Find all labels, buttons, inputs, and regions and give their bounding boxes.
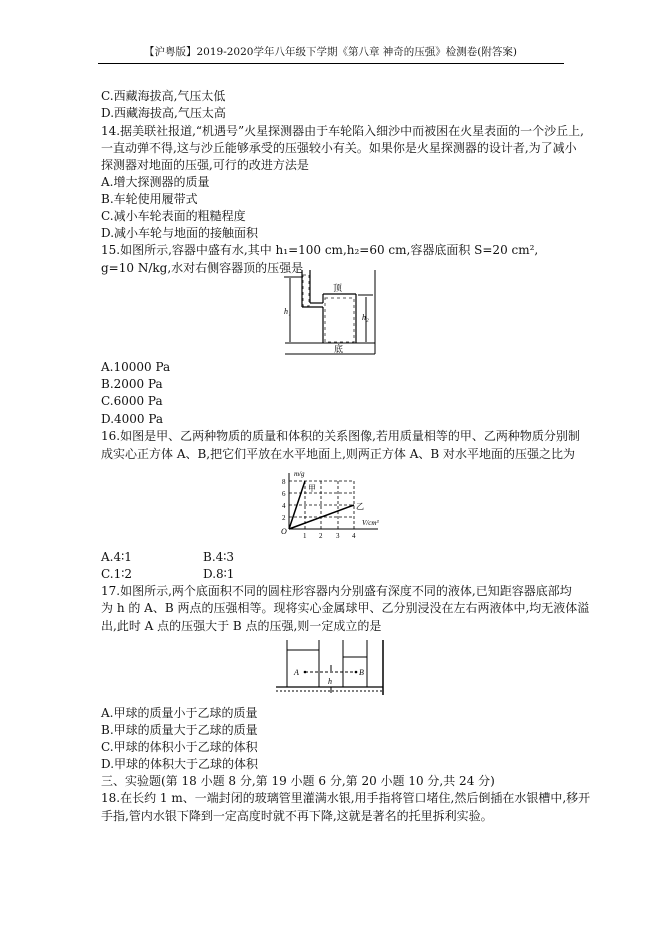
option-a-17: A.甲球的质量小于乙球的质量 bbox=[101, 706, 258, 720]
question-17: 17.如图所示,两个底面积不同的圆柱形容器内分别盛有深度不同的液体,已知距容器底部均 bbox=[101, 584, 572, 598]
label-h1: h₁ bbox=[284, 307, 291, 316]
option-b-17: B.甲球的质量大于乙球的质量 bbox=[101, 723, 258, 737]
figure-15-container bbox=[270, 270, 390, 365]
question-14-line2: 一直动弹不得,这与沙丘能够承受的压强较小有关。如果你是火星探测器的设计者,为了减小 bbox=[101, 141, 577, 155]
x-tick: 3 bbox=[336, 532, 340, 540]
x-axis-label: V/cm³ bbox=[362, 519, 379, 527]
option-c-13: C.西藏海拔高,气压太低 bbox=[101, 89, 226, 103]
option-a-16: A.4∶1 bbox=[101, 550, 132, 564]
section-heading-experiments: 三、实验题(第 18 小题 8 分,第 19 小题 6 分,第 20 小题 10 分,共 24 分) bbox=[101, 774, 495, 788]
label-bottom: 底 bbox=[334, 344, 344, 354]
header-rule bbox=[98, 63, 564, 64]
height-label: h bbox=[328, 677, 332, 686]
series-yi-label: 乙 bbox=[356, 502, 364, 511]
point-b-label: B bbox=[359, 668, 364, 677]
series-jia-label: 甲 bbox=[308, 484, 316, 493]
option-d-17: D.甲球的体积大于乙球的体积 bbox=[101, 757, 259, 771]
x-tick: 4 bbox=[352, 532, 356, 540]
question-15-line2: g=10 N/kg,水对右侧容器顶的压强是 bbox=[101, 261, 304, 275]
option-c-14: C.减小车轮表面的粗糙程度 bbox=[101, 209, 246, 223]
y-tick: 6 bbox=[282, 490, 286, 498]
origin-label: O bbox=[281, 527, 287, 536]
option-c-16: C.1∶2 bbox=[101, 567, 132, 581]
question-15: 15.如图所示,容器中盛有水,其中 h₁=100 cm,h₂=60 cm,容器底面积 S=20 cm², bbox=[101, 243, 539, 257]
question-14: 14.据美联社报道,“机遇号”火星探测器由于车轮陷入细沙中而被困在火星表面的一个沙丘上, bbox=[101, 124, 584, 138]
x-tick: 2 bbox=[319, 532, 323, 540]
option-b-16: B.4∶3 bbox=[203, 550, 235, 564]
question-16: 16.如图是甲、乙两种物质的质量和体积的关系图像,若用质量相等的甲、乙两种物质分别制 bbox=[101, 429, 580, 443]
label-h2: h₂ bbox=[362, 313, 369, 322]
option-c-15: C.6000 Pa bbox=[101, 394, 163, 408]
x-tick: 1 bbox=[303, 532, 307, 540]
question-18: 18.在长约 1 m、一端封闭的玻璃管里灌满水银,用手指将管口堵住,然后倒插在水银槽中,移开 bbox=[101, 791, 591, 805]
question-18-line2: 手指,管内水银下降到一定高度时就不再下降,这就是著名的托里拆利实验。 bbox=[101, 809, 493, 823]
question-17-line2: 为 h 的 A、B 两点的压强相等。现将实心金属球甲、乙分别浸没在左右两液体中,均无液体溢 bbox=[101, 601, 590, 615]
option-d-14: D.减小车轮与地面的接触面积 bbox=[101, 226, 259, 240]
option-b-15: B.2000 Pa bbox=[101, 377, 163, 391]
question-14-line3: 探测器对地面的压强,可行的改进方法是 bbox=[101, 158, 309, 172]
option-a-15: A.10000 Pa bbox=[101, 360, 171, 374]
option-d-16: D.8∶1 bbox=[203, 567, 235, 581]
y-tick: 2 bbox=[282, 514, 286, 522]
option-d-13: D.西藏海拔高,气压太高 bbox=[101, 106, 226, 120]
y-axis-label: m/g bbox=[294, 470, 305, 478]
question-16-line2: 成实心正方体 A、B,把它们平放在水平地面上,则两正方体 A、B 对水平地面的压强之比为 bbox=[101, 447, 576, 461]
option-c-17: C.甲球的体积小于乙球的体积 bbox=[101, 740, 258, 754]
page-header: 【沪粤版】2019-2020学年八年级下学期《第八章 神奇的压强》检测卷(附答案) bbox=[143, 46, 518, 58]
option-d-15: D.4000 Pa bbox=[101, 412, 164, 426]
question-17-line3: 出,此时 A 点的压强大于 B 点的压强,则一定成立的是 bbox=[101, 619, 382, 633]
y-tick: 4 bbox=[282, 502, 286, 510]
figure-17-containers bbox=[260, 635, 400, 705]
figure-16-graph bbox=[270, 465, 390, 545]
option-b-14: B.车轮使用履带式 bbox=[101, 192, 198, 206]
option-a-14: A.增大探测器的质量 bbox=[101, 175, 210, 189]
label-top: 顶 bbox=[333, 283, 343, 293]
y-tick: 8 bbox=[282, 478, 286, 486]
point-a-label: A bbox=[294, 668, 299, 677]
